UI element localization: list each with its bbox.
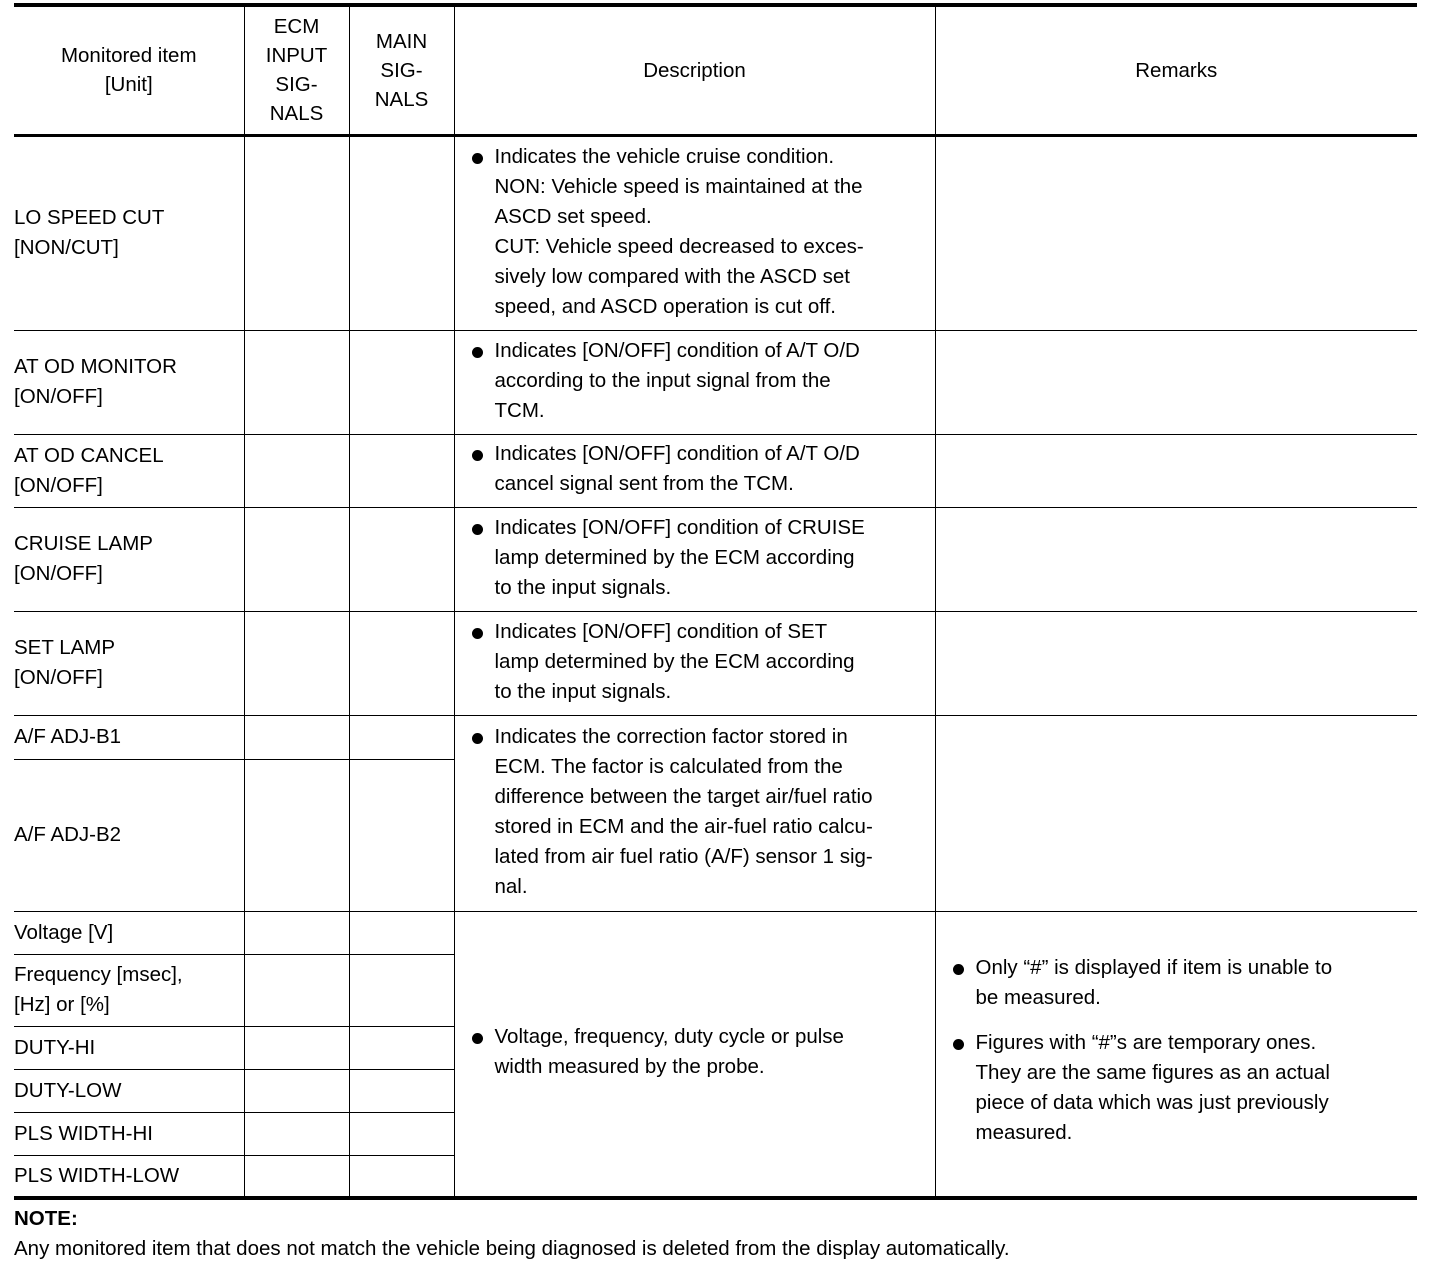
remarks-lo-speed-cut [935, 135, 1417, 330]
cell-ecm-input [244, 954, 349, 1026]
item-set-lamp: SET LAMP [ON/OFF] [14, 611, 244, 715]
header-description: Description [454, 5, 935, 135]
cell-ecm-input [244, 434, 349, 507]
item-frequency: Frequency [msec], [Hz] or [%] [14, 954, 244, 1026]
cell-main-signals [349, 135, 454, 330]
desc-probe [454, 911, 935, 1198]
cell-main-signals [349, 611, 454, 715]
note-title: NOTE: [14, 1207, 78, 1230]
item-at-od-cancel: AT OD CANCEL [ON/OFF] [14, 434, 244, 507]
bullet-item: Indicates [ON/OFF] condition of SET lamp determined by the ECM according to the input signals. [455, 614, 935, 713]
bullet-item: Indicates the correction factor stored in ECM. The factor is calculated from the difference between the target air/fuel ratio stored in ECM and the air-fuel ratio calcu- lated from air fuel ratio (A/F) sensor 1 sig- nal. [455, 719, 935, 908]
table-row-af-adj-b1 [14, 715, 1417, 759]
desc-af-adj [454, 715, 935, 911]
cell-main-signals [349, 1155, 454, 1198]
item-duty-low: DUTY-LOW [14, 1069, 244, 1112]
cell-ecm-input [244, 1112, 349, 1155]
bullet-item: Only “#” is displayed if item is unable to be measured. [936, 950, 1418, 1019]
table-row-set-lamp [14, 611, 1417, 715]
remarks-probe [935, 911, 1417, 1198]
item-at-od-monitor: AT OD MONITOR [ON/OFF] [14, 330, 244, 434]
item-af-adj-b2: A/F ADJ-B2 [14, 759, 244, 911]
desc-at-od-cancel [454, 434, 935, 507]
desc-set-lamp [454, 611, 935, 715]
item-af-adj-b1: A/F ADJ-B1 [14, 715, 244, 759]
cell-main-signals [349, 759, 454, 911]
item-cruise-lamp: CRUISE LAMP [ON/OFF] [14, 507, 244, 611]
cell-ecm-input [244, 135, 349, 330]
cell-ecm-input [244, 507, 349, 611]
table-row-lo-speed-cut [14, 135, 1417, 330]
bullet-item: Indicates the vehicle cruise condition. NON: Vehicle speed is maintained at the ASCD set speed. CUT: Vehicle speed decreased to exces- sively low compared with the ASCD set speed, and ASCD operation is cut off. [455, 139, 935, 328]
cell-main-signals [349, 715, 454, 759]
remarks-af-adj [935, 715, 1417, 911]
remarks-at-od-monitor [935, 330, 1417, 434]
table-row-cruise-lamp [14, 507, 1417, 611]
cell-ecm-input [244, 1155, 349, 1198]
cell-main-signals [349, 507, 454, 611]
table-row-voltage [14, 911, 1417, 954]
bullet-item: Indicates [ON/OFF] condition of CRUISE lamp determined by the ECM according to the input signals. [455, 510, 935, 609]
bullet-item: Indicates [ON/OFF] condition of A/T O/D according to the input signal from the TCM. [455, 333, 935, 432]
bullet-item: Indicates [ON/OFF] condition of A/T O/D cancel signal sent from the TCM. [455, 436, 935, 505]
remarks-cruise-lamp [935, 507, 1417, 611]
item-pls-width-low: PLS WIDTH-LOW [14, 1155, 244, 1198]
bullet-item: Voltage, frequency, duty cycle or pulse width measured by the probe. [455, 1019, 935, 1088]
item-lo-speed-cut: LO SPEED CUT [NON/CUT] [14, 135, 244, 330]
bullet-item: Figures with “#”s are temporary ones. They are the same figures as an actual piece of data which was just previously measured. [936, 1025, 1418, 1154]
note-section [14, 1204, 1417, 1264]
cell-main-signals [349, 1026, 454, 1069]
cell-ecm-input [244, 759, 349, 911]
item-voltage: Voltage [V] [14, 911, 244, 954]
cell-ecm-input [244, 911, 349, 954]
item-pls-width-hi: PLS WIDTH-HI [14, 1112, 244, 1155]
header-ecm-input-signals: ECM INPUT SIG- NALS [244, 5, 349, 135]
header-main-signals: MAIN SIG- NALS [349, 5, 454, 135]
cell-main-signals [349, 954, 454, 1026]
monitored-items-table [14, 3, 1417, 1200]
cell-main-signals [349, 330, 454, 434]
cell-ecm-input [244, 1026, 349, 1069]
header-remarks: Remarks [935, 5, 1417, 135]
remarks-set-lamp [935, 611, 1417, 715]
table-header-row [14, 5, 1417, 135]
note-text: Any monitored item that does not match the vehicle being diagnosed is deleted from the display automatically. [14, 1237, 1010, 1260]
cell-ecm-input [244, 715, 349, 759]
desc-lo-speed-cut [454, 135, 935, 330]
cell-main-signals [349, 911, 454, 954]
cell-main-signals [349, 434, 454, 507]
header-monitored-item: Monitored item [Unit] [14, 5, 244, 135]
document-page [14, 3, 1417, 1264]
cell-main-signals [349, 1112, 454, 1155]
table-row-at-od-cancel [14, 434, 1417, 507]
desc-at-od-monitor [454, 330, 935, 434]
desc-cruise-lamp [454, 507, 935, 611]
item-duty-hi: DUTY-HI [14, 1026, 244, 1069]
remarks-at-od-cancel [935, 434, 1417, 507]
table-row-at-od-monitor [14, 330, 1417, 434]
cell-main-signals [349, 1069, 454, 1112]
cell-ecm-input [244, 1069, 349, 1112]
cell-ecm-input [244, 611, 349, 715]
cell-ecm-input [244, 330, 349, 434]
